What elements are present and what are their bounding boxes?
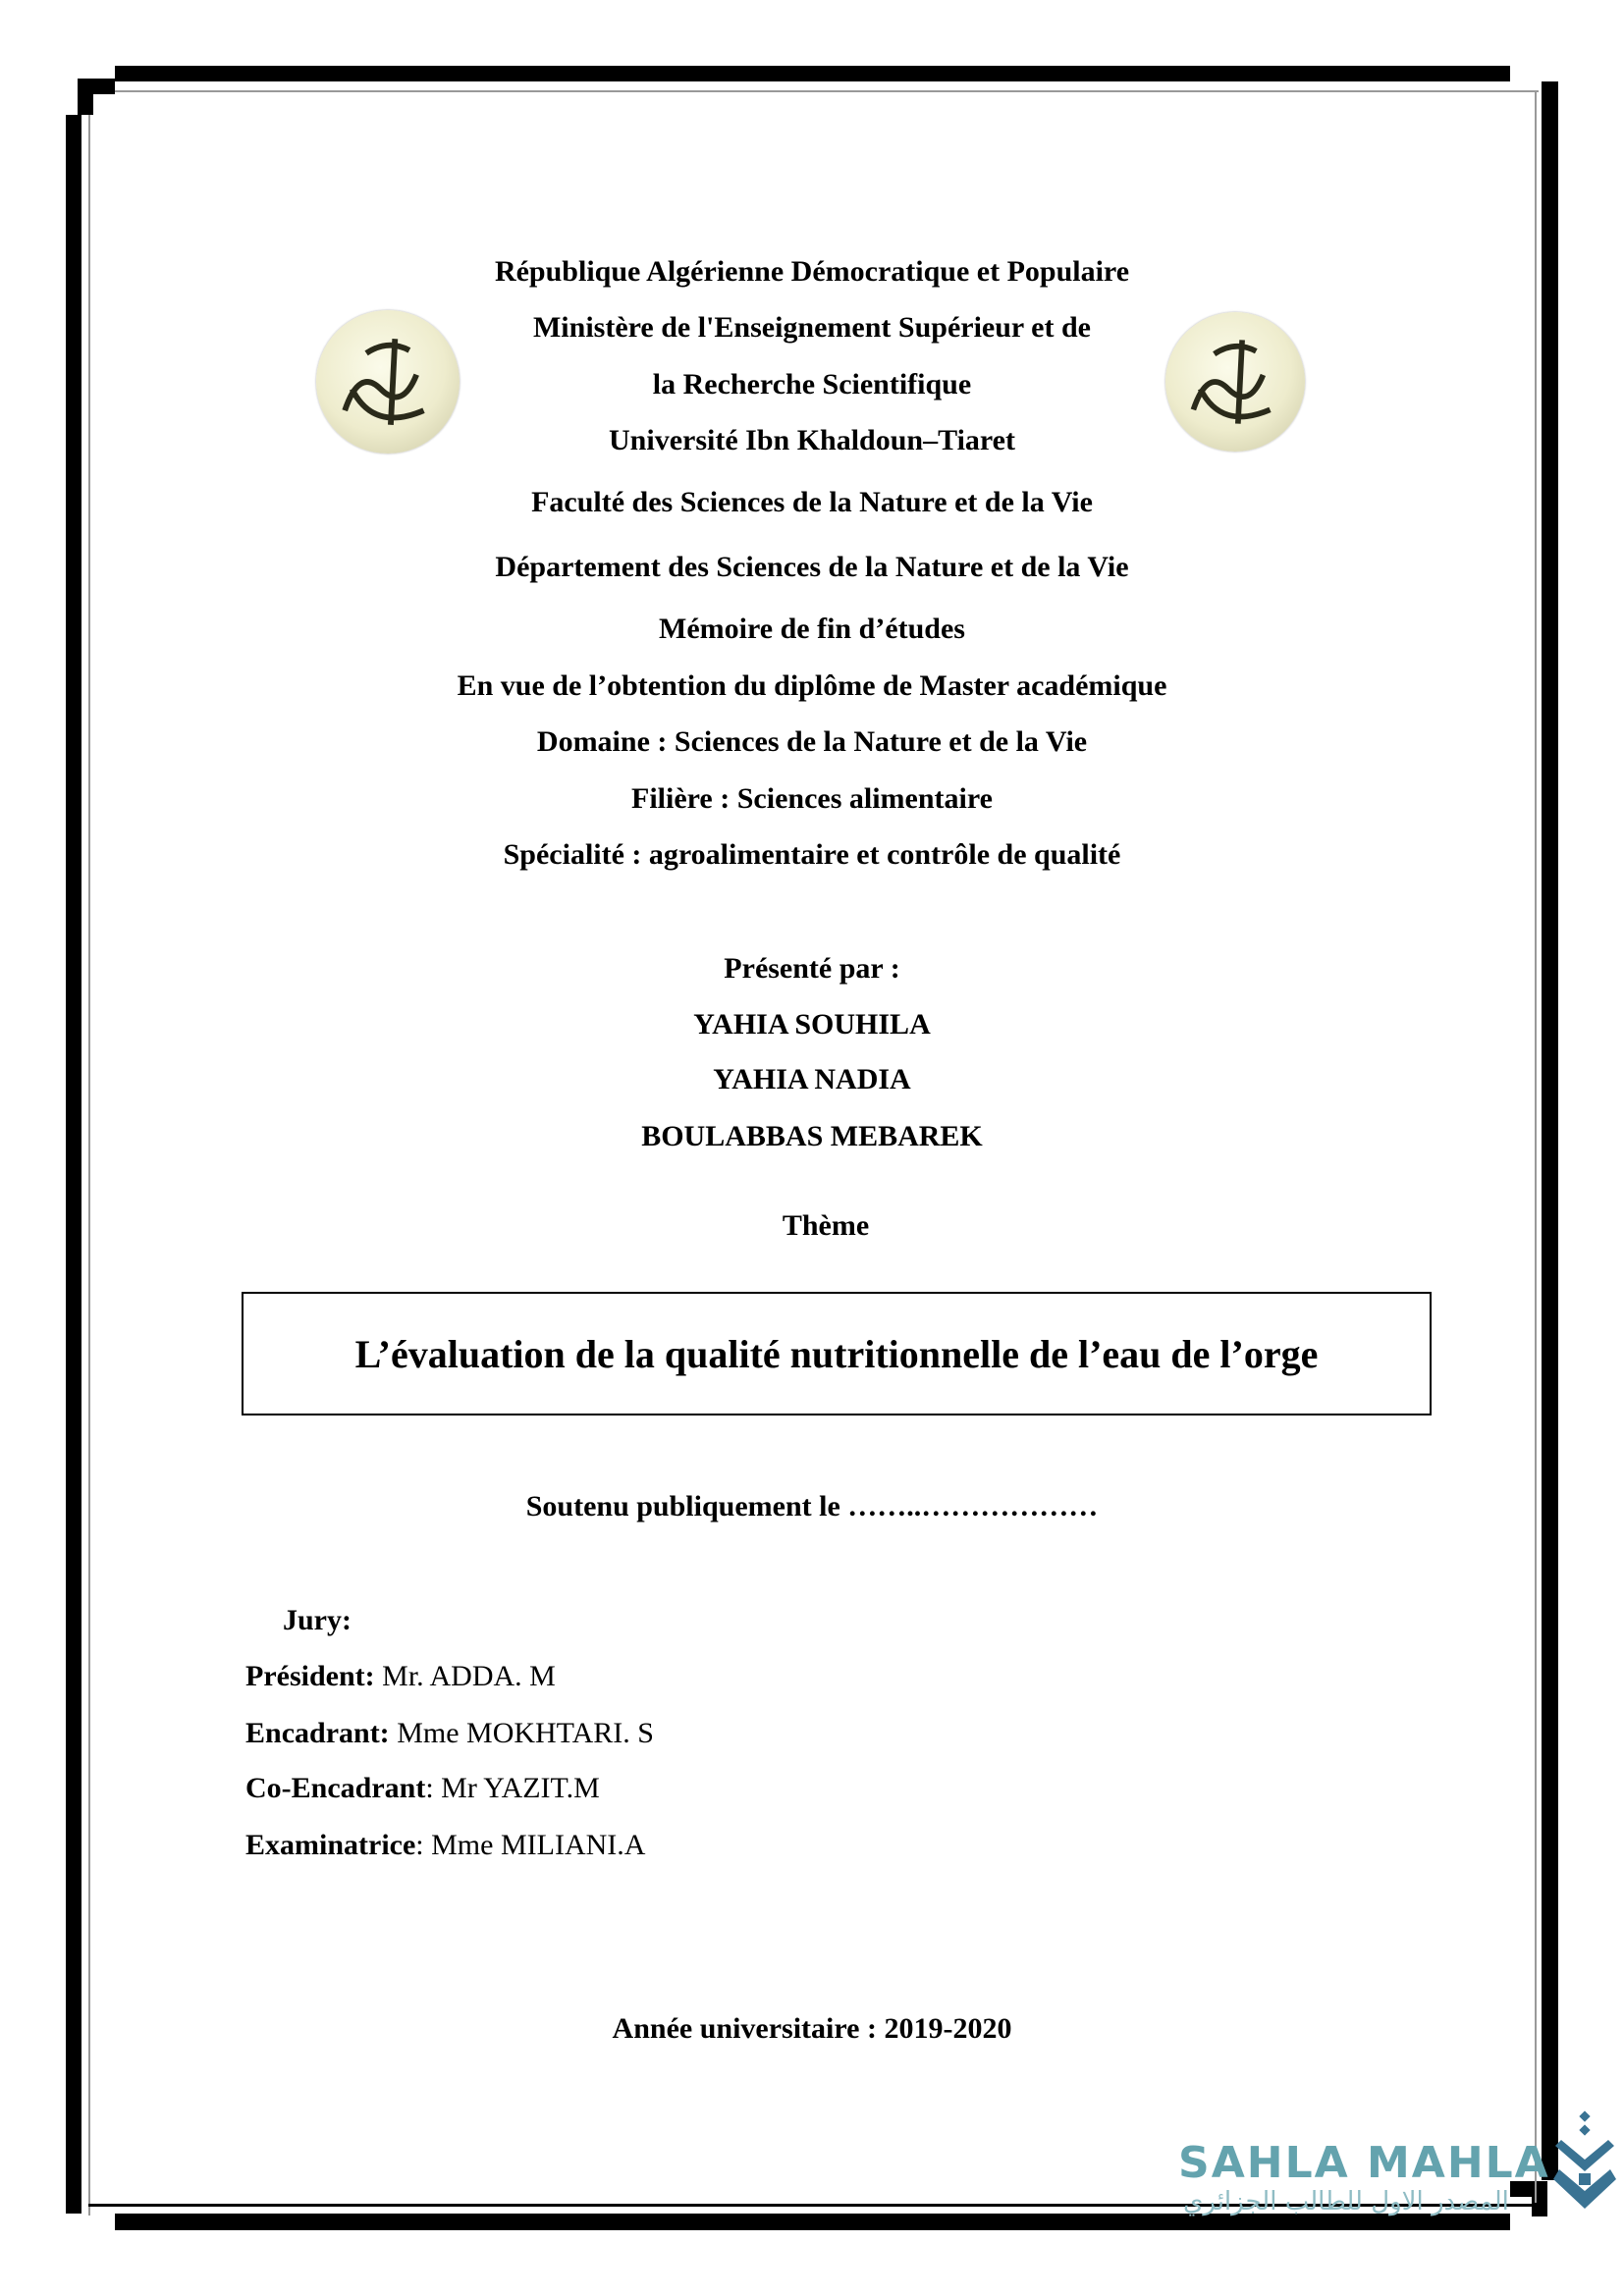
author-3: BOULABBAS MEBAREK [641,1120,983,1152]
theme-label: Thème [782,1209,870,1242]
header-ministry: Ministère de l'Enseignement Supérieur et de [532,311,1091,344]
frame-top-bar [115,66,1510,81]
watermark-tagline: المصدر الاول للطالب الجزائري [1183,2187,1509,2216]
header-domain: Domaine : Sciences de la Nature et de la Vie [536,725,1088,758]
jury-member-co-encadrant: Co-Encadrant: Mr YAZIT.M [245,1772,600,1804]
header-faculty: Faculté des Sciences de la Nature et de la Vie [531,486,1093,518]
header-university: Université Ibn Khaldoun–Tiaret [609,424,1015,456]
header-memoire: Mémoire de fin d’études [659,613,965,645]
jury-label: Jury: [283,1604,352,1636]
academic-year: Année universitaire : 2019-2020 [612,2012,1012,2045]
defense-date: Soutenu publiquement le ……..……………… [525,1490,1099,1522]
watermark-logo-icon [1551,2110,1620,2218]
thesis-title-box [242,1292,1432,1415]
header-filiere: Filière : Sciences alimentaire [631,782,993,815]
thesis-title: L’évaluation de la qualité nutritionnelle de l’eau de l’orge [354,1331,1319,1376]
jury-member-encadrant: Encadrant: Mme MOKHTARI. S [245,1717,654,1749]
author-2: YAHIA NADIA [713,1063,911,1095]
watermark-brand: SAHLA MAHLA [1178,2138,1550,2188]
header-speciality: Spécialité : agroalimentaire et contrôle de qualité [503,838,1121,871]
header-republic: République Algérienne Démocratique et Populaire [494,255,1130,288]
jury-member-president: Président: Mr. ADDA. M [245,1660,556,1692]
jury-member-examinatrice: Examinatrice: Mme MILIANI.A [245,1829,646,1861]
header-research: la Recherche Scientifique [652,368,972,400]
header-diploma: En vue de l’obtention du diplôme de Master académique [457,669,1167,702]
frame-inner-top [115,90,1539,92]
presented-by-label: Présenté par : [724,952,900,985]
frame-corner-tl2 [78,79,93,115]
header-department: Département des Sciences de la Nature et de la Vie [495,551,1129,583]
author-1: YAHIA SOUHILA [693,1008,931,1041]
